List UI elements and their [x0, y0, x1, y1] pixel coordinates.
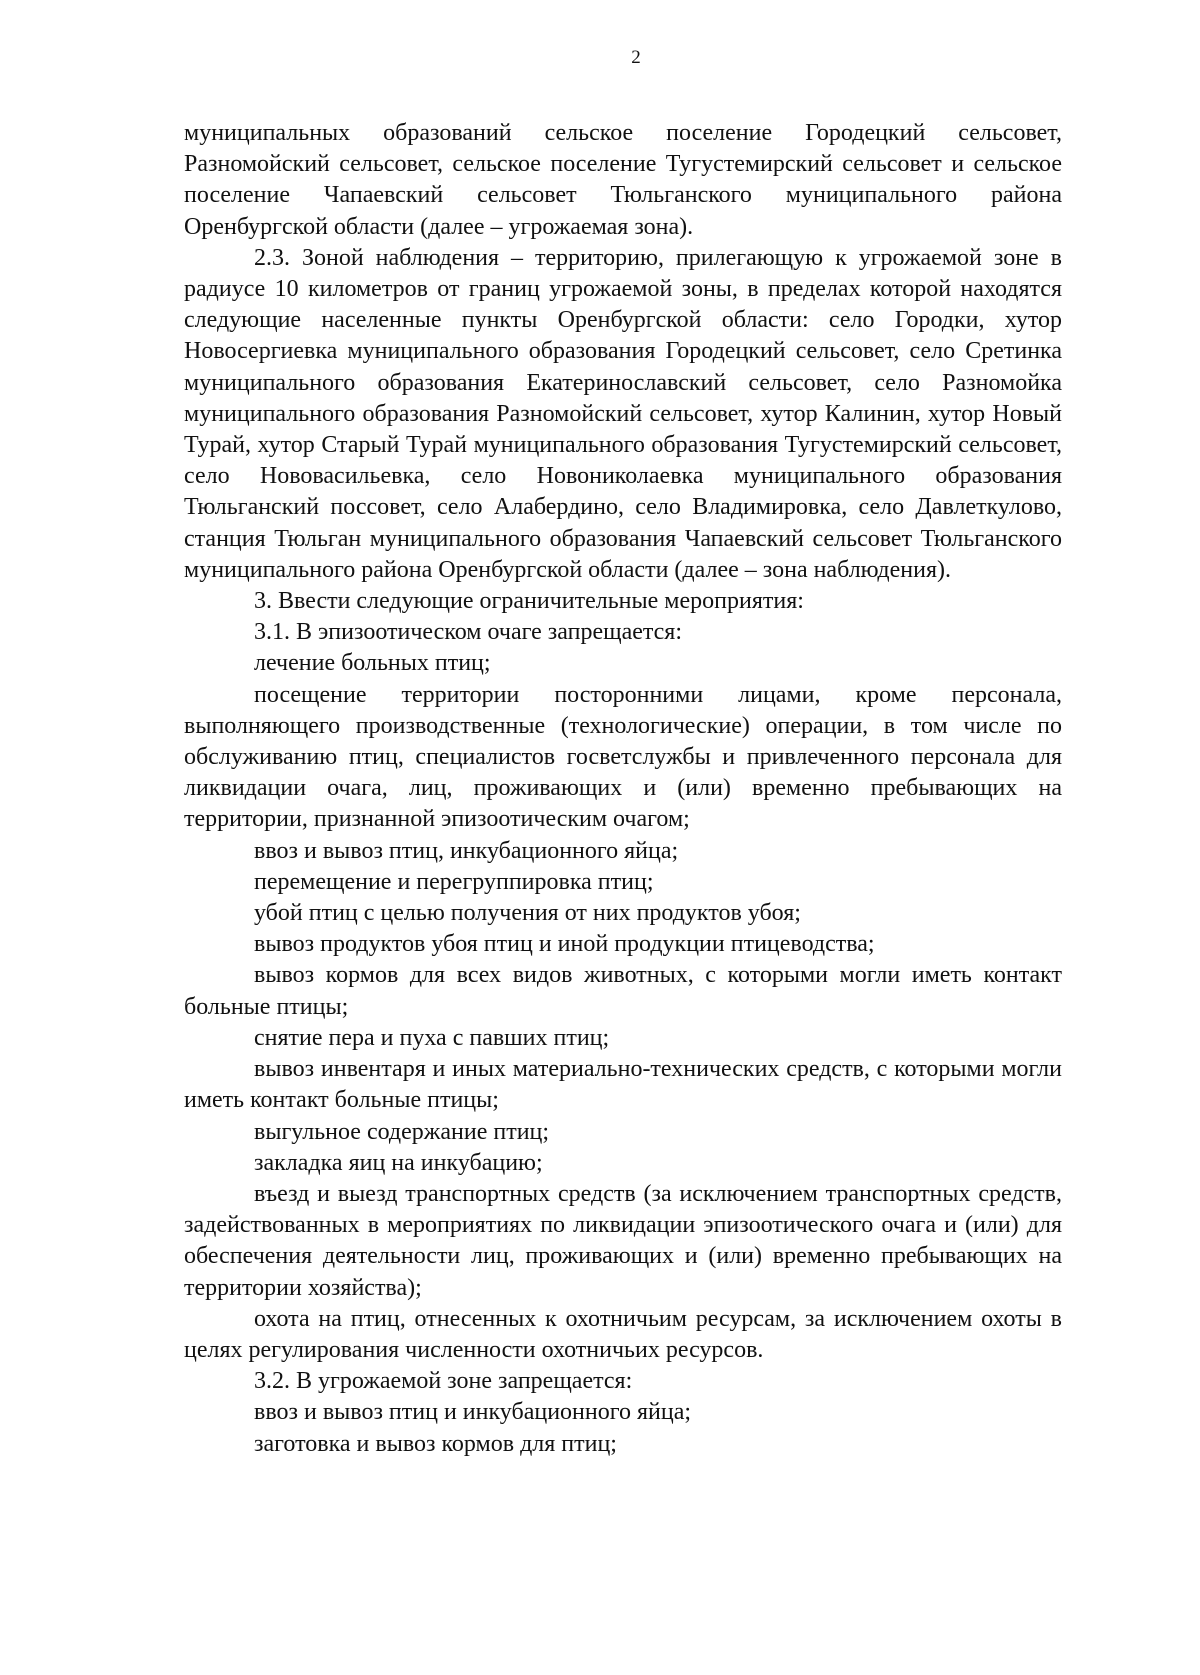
list-item: закладка яиц на инкубацию;: [254, 1149, 543, 1176]
list-item: выгульное содержание птиц;: [254, 1118, 550, 1145]
list-item: лечение больных птиц;: [254, 650, 491, 677]
list-item: заготовка и вывоз кормов для птиц;: [254, 1430, 617, 1457]
paragraph-3-1-outbreak-focus: 3.1. В эпизоотическом очаге запрещается:: [254, 619, 683, 646]
list-item: охота на птиц, отнесенных к охотничьим ресурсам, за исключением охоты в целях регулирования численности охотничьих ресурсов.: [184, 1305, 1062, 1363]
paragraph-continuation: муниципальных образований сельское поселение Городецкий сельсовет, Разномойский сельсовет, сельское поселение Тугустемирский сельсовет и сельское поселение Чапаевский сельсовет Тюльганского муниципального района Оренбургской области (далее – угрожаемая зона).: [184, 120, 1062, 240]
list-item: въезд и выезд транспортных средств (за исключением транспортных средств, задействованных в мероприятиях по ликвидации эпизоотического очага и (или) для обеспечения деятельности лиц, проживающих и (или) временно пребывающих на территории хозяйства);: [184, 1180, 1062, 1301]
paragraph-3-restrictions: 3. Ввести следующие ограничительные мероприятия:: [254, 588, 804, 615]
list-item: посещение территории посторонними лицами, кроме персонала, выполняющего производственные (технологические) операции, в том числе по обслуживанию птиц, специалистов госветслужбы и привлеченного персонала для ликвидации очага, лиц, проживающих и (или) временно пребывающих на территории, признанной эпизоотическим очагом;: [184, 681, 1062, 833]
paragraph-3-2-threatened-zone: 3.2. В угрожаемой зоне запрещается:: [254, 1368, 633, 1395]
list-item: снятие пера и пуха с павших птиц;: [254, 1024, 610, 1051]
document-body: [184, 118, 1062, 1460]
list-item: перемещение и перегруппировка птиц;: [254, 868, 654, 895]
list-item: вывоз продуктов убоя птиц и иной продукции птицеводства;: [254, 931, 875, 958]
list-item: вывоз кормов для всех видов животных, с которыми могли иметь контакт больные птицы;: [184, 962, 1062, 1020]
list-item: вывоз инвентаря и иных материально-технических средств, с которыми могли иметь контакт больные птицы;: [184, 1056, 1062, 1114]
page-number: 2: [631, 47, 641, 68]
list-item: ввоз и вывоз птиц и инкубационного яйца;: [254, 1399, 692, 1426]
list-item: убой птиц с целью получения от них продуктов убоя;: [254, 900, 801, 927]
paragraph-2-3-observation-zone: 2.3. Зоной наблюдения – территорию, прилегающую к угрожаемой зоне в радиусе 10 километров от границ угрожаемой зоны, в пределах которой находятся следующие населенные пункты Оренбургской области: село Городки, хутор Новосергиевка муниципального образования Городецкий сельсовет, село Сретинка муниципального образования Екатеринославский сельсовет, село Разномойка муниципального образования Разномойский сельсовет, хутор Калинин, хутор Новый Турай, хутор Старый Турай муниципального образования Тугустемирский сельсовет, село Нововасильевка, село Новониколаевка муниципального образования Тюльганский поссовет, село Алабердино, село Владимировка, село Давлеткулово, станция Тюльган муниципального образования Чапаевский сельсовет Тюльганского муниципального района Оренбургской области (далее – зона наблюдения).: [184, 244, 1062, 583]
list-item: ввоз и вывоз птиц, инкубационного яйца;: [254, 837, 679, 864]
